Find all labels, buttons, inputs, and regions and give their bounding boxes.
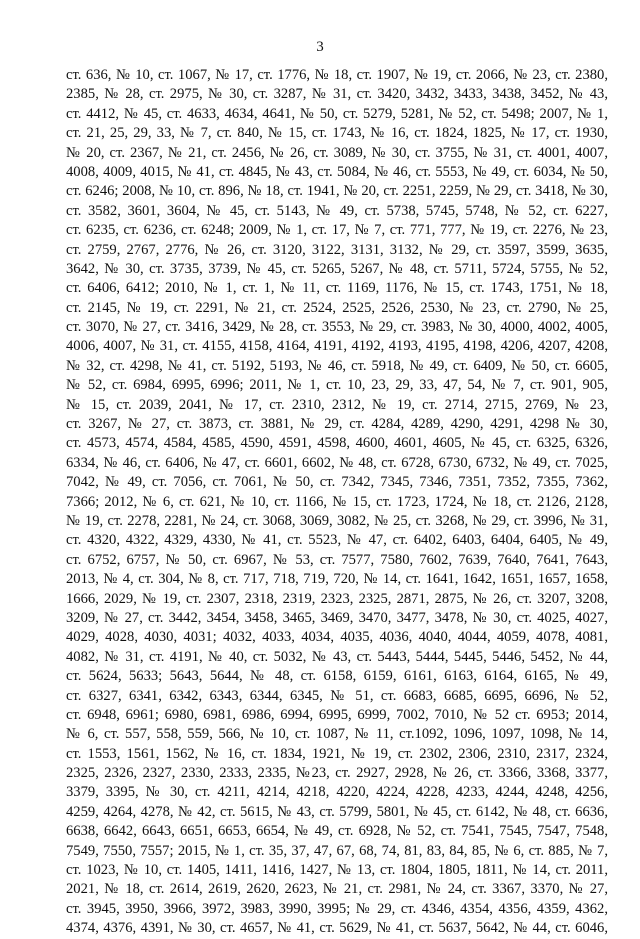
text-line: 3642, № 30, ст. 3735, 3739, № 45, ст. 5265, 5267, № 48, ст. 5711, 5724, 5755, № 52, — [66, 260, 608, 277]
text-line: 7549, 7550, 7557; 2015, № 1, ст. 35, 37, 47, 67, 68, 74, 81, 83, 84, 85, № 6, ст. 885, № 7, — [66, 842, 608, 859]
text-line: ст. 4573, 4574, 4584, 4585, 4590, 4591, 4598, 4600, 4601, 4605, № 45, ст. 6325, 6326, — [66, 435, 608, 452]
text-line: ст. 1023, № 10, ст. 1405, 1411, 1416, 1427, № 13, ст. 1804, 1805, 1811, № 14, ст. 2011, — [66, 862, 608, 879]
text-line: 4029, 4028, 4030, 4031; 4032, 4033, 4034, 4035, 4036, 4040, 4044, 4059, 4078, 4081, — [66, 629, 608, 646]
text-line: ст. 6752, 6757, № 50, ст. 6967, № 53, ст. 7577, 7580, 7602, 7639, 7640, 7641, 7643, — [66, 551, 608, 568]
text-line: 4082, № 31, ст. 4191, № 40, ст. 5032, № 43, ст. 5443, 5444, 5445, 5446, 5452, № 44, — [66, 648, 608, 665]
text-line: № 52, ст. 6984, 6995, 6996; 2011, № 1, ст. 10, 23, 29, 33, 47, 54, № 7, ст. 901, 905, — [66, 377, 608, 394]
text-line: ст. 6948, 6961; 6980, 6981, 6986, 6994, 6995, 6999, 7002, 7010, № 52 ст. 6953; 2014, — [66, 706, 608, 723]
text-line: 2013, № 4, ст. 304, № 8, ст. 717, 718, 719, 720, № 14, ст. 1641, 1642, 1651, 1657, 1658, — [66, 571, 608, 588]
text-line: ст. 21, 25, 29, 33, № 7, ст. 840, № 15, ст. 1743, № 16, ст. 1824, 1825, № 17, ст. 1930, — [66, 125, 608, 142]
text-line: ст. 3070, № 27, ст. 3416, 3429, № 28, ст. 3553, № 29, ст. 3983, № 30, 4000, 4002, 4005, — [66, 319, 608, 336]
text-line: № 20, ст. 2367, № 21, ст. 2456, № 26, ст. 3089, № 30, ст. 3755, № 31, ст. 4001, 4007, — [66, 144, 608, 161]
text-line: ст. 2145, № 19, ст. 2291, № 21, ст. 2524, 2525, 2526, 2530, № 23, ст. 2790, № 25, — [66, 299, 608, 316]
citation-text-block — [66, 66, 608, 939]
text-line: ст. 5624, 5633; 5643, 5644, № 48, ст. 6158, 6159, 6161, 6163, 6164, 6165, № 49, — [66, 668, 608, 685]
text-line: № 15, ст. 2039, 2041, № 17, ст. 2310, 2312, № 19, ст. 2714, 2715, 2769, № 23, — [66, 396, 608, 413]
text-line: 6334, № 46, ст. 6406, № 47, ст. 6601, 6602, № 48, ст. 6728, 6730, 6732, № 49, ст. 7025, — [66, 454, 608, 471]
page-number: 3 — [316, 39, 324, 55]
text-line: № 19, ст. 2278, 2281, № 24, ст. 3068, 3069, 3082, № 25, ст. 3268, № 29, ст. 3996, № 31, — [66, 512, 608, 529]
text-line: ст. 2759, 2767, 2776, № 26, ст. 3120, 3122, 3131, 3132, № 29, ст. 3597, 3599, 3635, — [66, 241, 608, 258]
text-line: № 32, ст. 4298, № 41, ст. 5192, 5193, № 46, ст. 5918, № 49, ст. 6409, № 50, ст. 6605, — [66, 357, 608, 374]
text-line: 6638, 6642, 6643, 6651, 6653, 6654, № 49, ст. 6928, № 52, ст. 7541, 7545, 7547, 7548, — [66, 823, 608, 840]
text-line: 1666, 2029, № 19, ст. 2307, 2318, 2319, 2323, 2325, 2871, 2875, № 26, ст. 3207, 3208, — [66, 590, 608, 607]
text-line: 4374, 4376, 4391, № 30, ст. 4657, № 41, ст. 5629, № 41, ст. 5637, 5642, № 44, ст. 6046, — [66, 920, 608, 937]
text-line: 3209, № 27, ст. 3442, 3454, 3458, 3465, 3469, 3470, 3477, 3478, № 30, ст. 4025, 4027, — [66, 609, 608, 626]
text-line: 4259, 4264, 4278, № 42, ст. 5615, № 43, ст. 5799, 5801, № 45, ст. 6142, № 48, ст. 6636, — [66, 803, 608, 820]
text-line: 7042, № 49, ст. 7056, ст. 7061, № 50, ст. 7342, 7345, 7346, 7351, 7352, 7355, 7362, — [66, 474, 608, 491]
text-line: 4006, 4007, № 31, ст. 4155, 4158, 4164, 4191, 4192, 4193, 4195, 4198, 4206, 4207, 4208, — [66, 338, 608, 355]
text-line: ст. 6246; 2008, № 10, ст. 896, № 18, ст. 1941, № 20, ст. 2251, 2259, № 29, ст. 3418, № 30, — [66, 183, 608, 200]
text-line: ст. 6235, ст. 6236, ст. 6248; 2009, № 1, ст. 17, № 7, ст. 771, 777, № 19, ст. 2276, № 23, — [66, 222, 608, 239]
text-line: 4008, 4009, 4015, № 41, ст. 4845, № 43, ст. 5084, № 46, ст. 5553, № 49, ст. 6034, № 50, — [66, 163, 608, 180]
text-line: 7366; 2012, № 6, ст. 621, № 10, ст. 1166, № 15, ст. 1723, 1724, № 18, ст. 2126, 2128, — [66, 493, 608, 510]
text-line: ст. 6406, 6412; 2010, № 1, ст. 1, № 11, ст. 1169, 1176, № 15, ст. 1743, 1751, № 18, — [66, 280, 608, 297]
text-line: № 6, ст. 557, 558, 559, 566, № 10, ст. 1087, № 11, ст.1092, 1096, 1097, 1098, № 14, — [66, 726, 608, 743]
text-line: ст. 3582, 3601, 3604, № 45, ст. 5143, № 49, ст. 5738, 5745, 5748, № 52, ст. 6227, — [66, 202, 608, 219]
text-line: ст. 4412, № 45, ст. 4633, 4634, 4641, № 50, ст. 5279, 5281, № 52, ст. 5498; 2007, № 1, — [66, 105, 608, 122]
text-line: 2325, 2326, 2327, 2330, 2333, 2335, №23, ст. 2927, 2928, № 26, ст. 3366, 3368, 3377, — [66, 765, 608, 782]
text-line: ст. 4320, 4322, 4329, 4330, № 41, ст. 5523, № 47, ст. 6402, 6403, 6404, 6405, № 49, — [66, 532, 608, 549]
text-line: ст. 6327, 6341, 6342, 6343, 6344, 6345, № 51, ст. 6683, 6685, 6695, 6696, № 52, — [66, 687, 608, 704]
text-line: ст. 1553, 1561, 1562, № 16, ст. 1834, 1921, № 19, ст. 2302, 2306, 2310, 2317, 2324, — [66, 745, 608, 762]
text-line: ст. 636, № 10, ст. 1067, № 17, ст. 1776, № 18, ст. 1907, № 19, ст. 2066, № 23, ст. 2380, — [66, 67, 608, 83]
text-line: 3379, 3395, № 30, ст. 4211, 4214, 4218, 4220, 4224, 4228, 4233, 4244, 4248, 4256, — [66, 784, 608, 801]
text-line: 2021, № 18, ст. 2614, 2619, 2620, 2623, № 21, ст. 2981, № 24, ст. 3367, 3370, № 27, — [66, 881, 608, 898]
text-line: ст. 3267, № 27, ст. 3873, ст. 3881, № 29, ст. 4284, 4289, 4290, 4291, 4298 № 30, — [66, 416, 608, 433]
text-line: ст. 3945, 3950, 3966, 3972, 3983, 3990, 3995; № 29, ст. 4346, 4354, 4356, 4359, 4362, — [66, 900, 608, 917]
text-line: 2385, № 28, ст. 2975, № 30, ст. 3287, № 31, ст. 3420, 3432, 3433, 3438, 3452, № 43, — [66, 86, 608, 103]
